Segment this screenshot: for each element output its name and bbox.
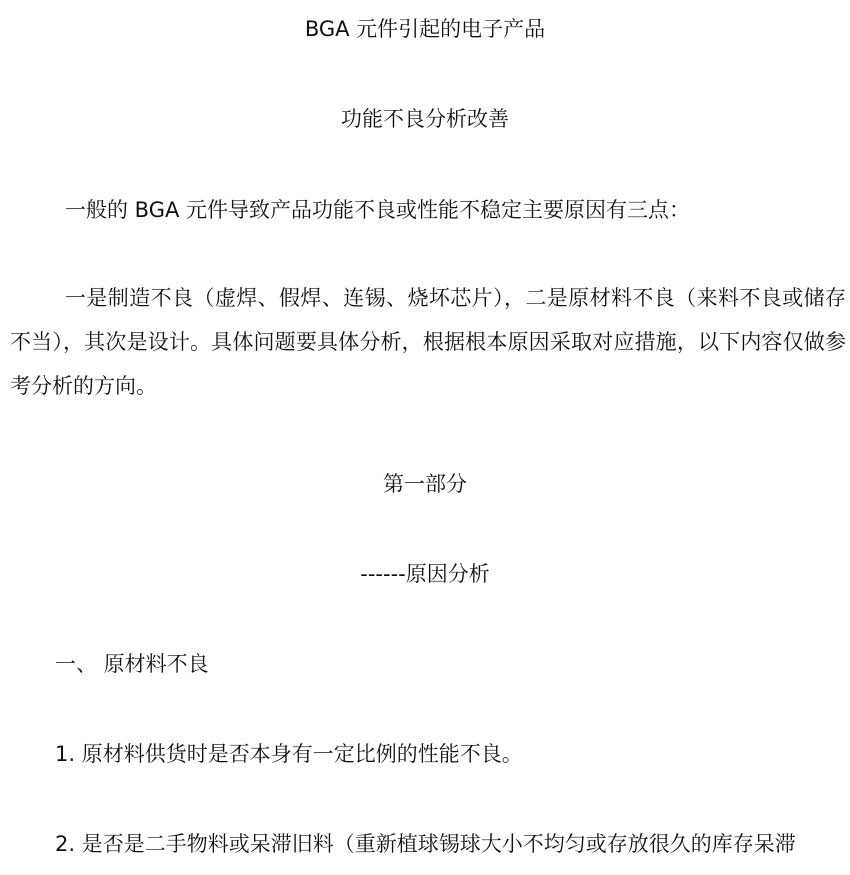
section-heading: 一、 原材料不良 bbox=[55, 652, 209, 676]
list-item: 1. 原材料供货时是否本身有一定比例的性能不良。 bbox=[55, 742, 523, 766]
list-item: 2. 是否是二手物料或呆滞旧料（重新植球锡球大小不均匀或存放很久的库存呆滞 bbox=[55, 832, 796, 856]
document-title-line-1: BGA 元件引起的电子产品 bbox=[304, 17, 546, 41]
body-paragraph: 一是制造不良（虚焊、假焊、连锡、烧坏芯片），二是原材料不良（来料不良或储存不当），其次是设计。具体问题要具体分析，根据根本原因采取对应措施，以下内容仅做参考分析的方向。 bbox=[10, 286, 846, 398]
document-title-line-2: 功能不良分析改善 bbox=[341, 107, 509, 131]
part-title: 第一部分 bbox=[383, 472, 467, 496]
part-subtitle: ------原因分析 bbox=[360, 562, 490, 586]
intro-sentence: 一般的 BGA 元件导致产品功能不良或性能不稳定主要原因有三点： bbox=[65, 198, 691, 222]
